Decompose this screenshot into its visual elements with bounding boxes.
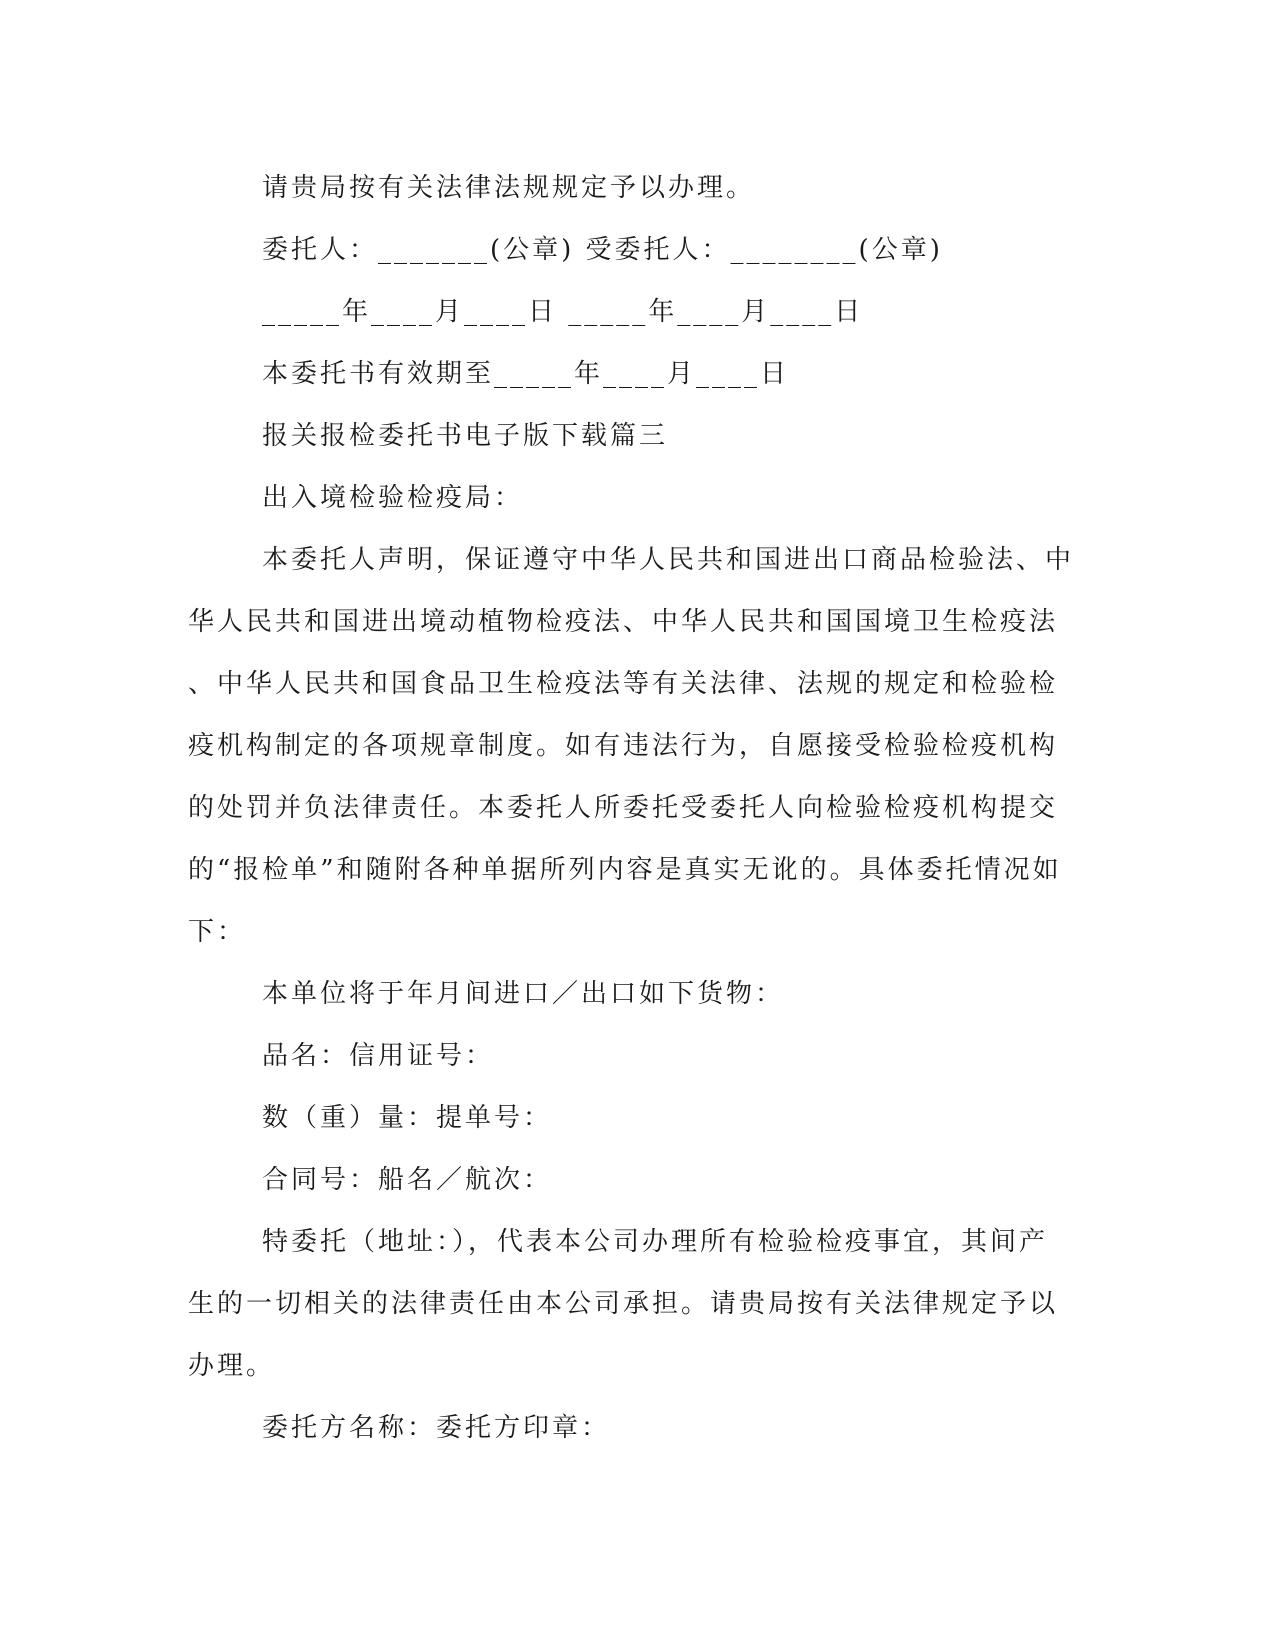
declaration-line-5: 的处罚并负法律责任。本委托人所委托受委托人向检验检疫机构提交 <box>188 793 1059 823</box>
declaration-line-3: 、中华人民共和国食品卫生检疫法等有关法律、法规的规定和检验检 <box>188 669 1059 699</box>
date-line: _____年____月____日 _____年____月____日 <box>262 297 864 327</box>
entrust-line-1: 特委托（地址：），代表本公司办理所有检验检疫事宜，其间产 <box>262 1227 1049 1257</box>
handling-request-line: 请贵局按有关法律法规规定予以办理。 <box>262 173 756 203</box>
product-name-line: 品名：信用证号： <box>262 1041 495 1071</box>
declaration-line-1: 本委托人声明，保证遵守中华人民共和国进出口商品检验法、中 <box>262 545 1075 575</box>
closing-line: 委托方名称：委托方印章： <box>262 1413 611 1443</box>
entrust-line-2: 生的一切相关的法律责任由本公司承担。请贵局按有关法律规定予以 <box>188 1289 1059 1319</box>
contract-line: 合同号：船名／航次： <box>262 1165 553 1195</box>
signatories-line: 委托人：_______(公章) 受委托人：________(公章) <box>262 235 943 265</box>
section-title: 报关报检委托书电子版下载篇三 <box>262 421 669 451</box>
declaration-line-6: 的“报检单”和随附各种单据所列内容是真实无讹的。具体委托情况如 <box>188 855 1062 885</box>
declaration-line-2: 华人民共和国进出境动植物检疫法、中华人民共和国国境卫生检疫法 <box>188 607 1059 637</box>
declaration-line-7: 下： <box>188 917 247 947</box>
validity-line: 本委托书有效期至_____年____月____日 <box>262 359 790 389</box>
entrust-line-3: 办理。 <box>188 1351 276 1381</box>
addressee-line: 出入境检验检疫局： <box>262 483 524 513</box>
quantity-line: 数（重）量：提单号： <box>262 1103 553 1133</box>
declaration-line-4: 疫机构制定的各项规章制度。如有违法行为，自愿接受检验检疫机构 <box>188 731 1059 761</box>
goods-intro-line: 本单位将于年月间进口／出口如下货物： <box>262 979 785 1009</box>
